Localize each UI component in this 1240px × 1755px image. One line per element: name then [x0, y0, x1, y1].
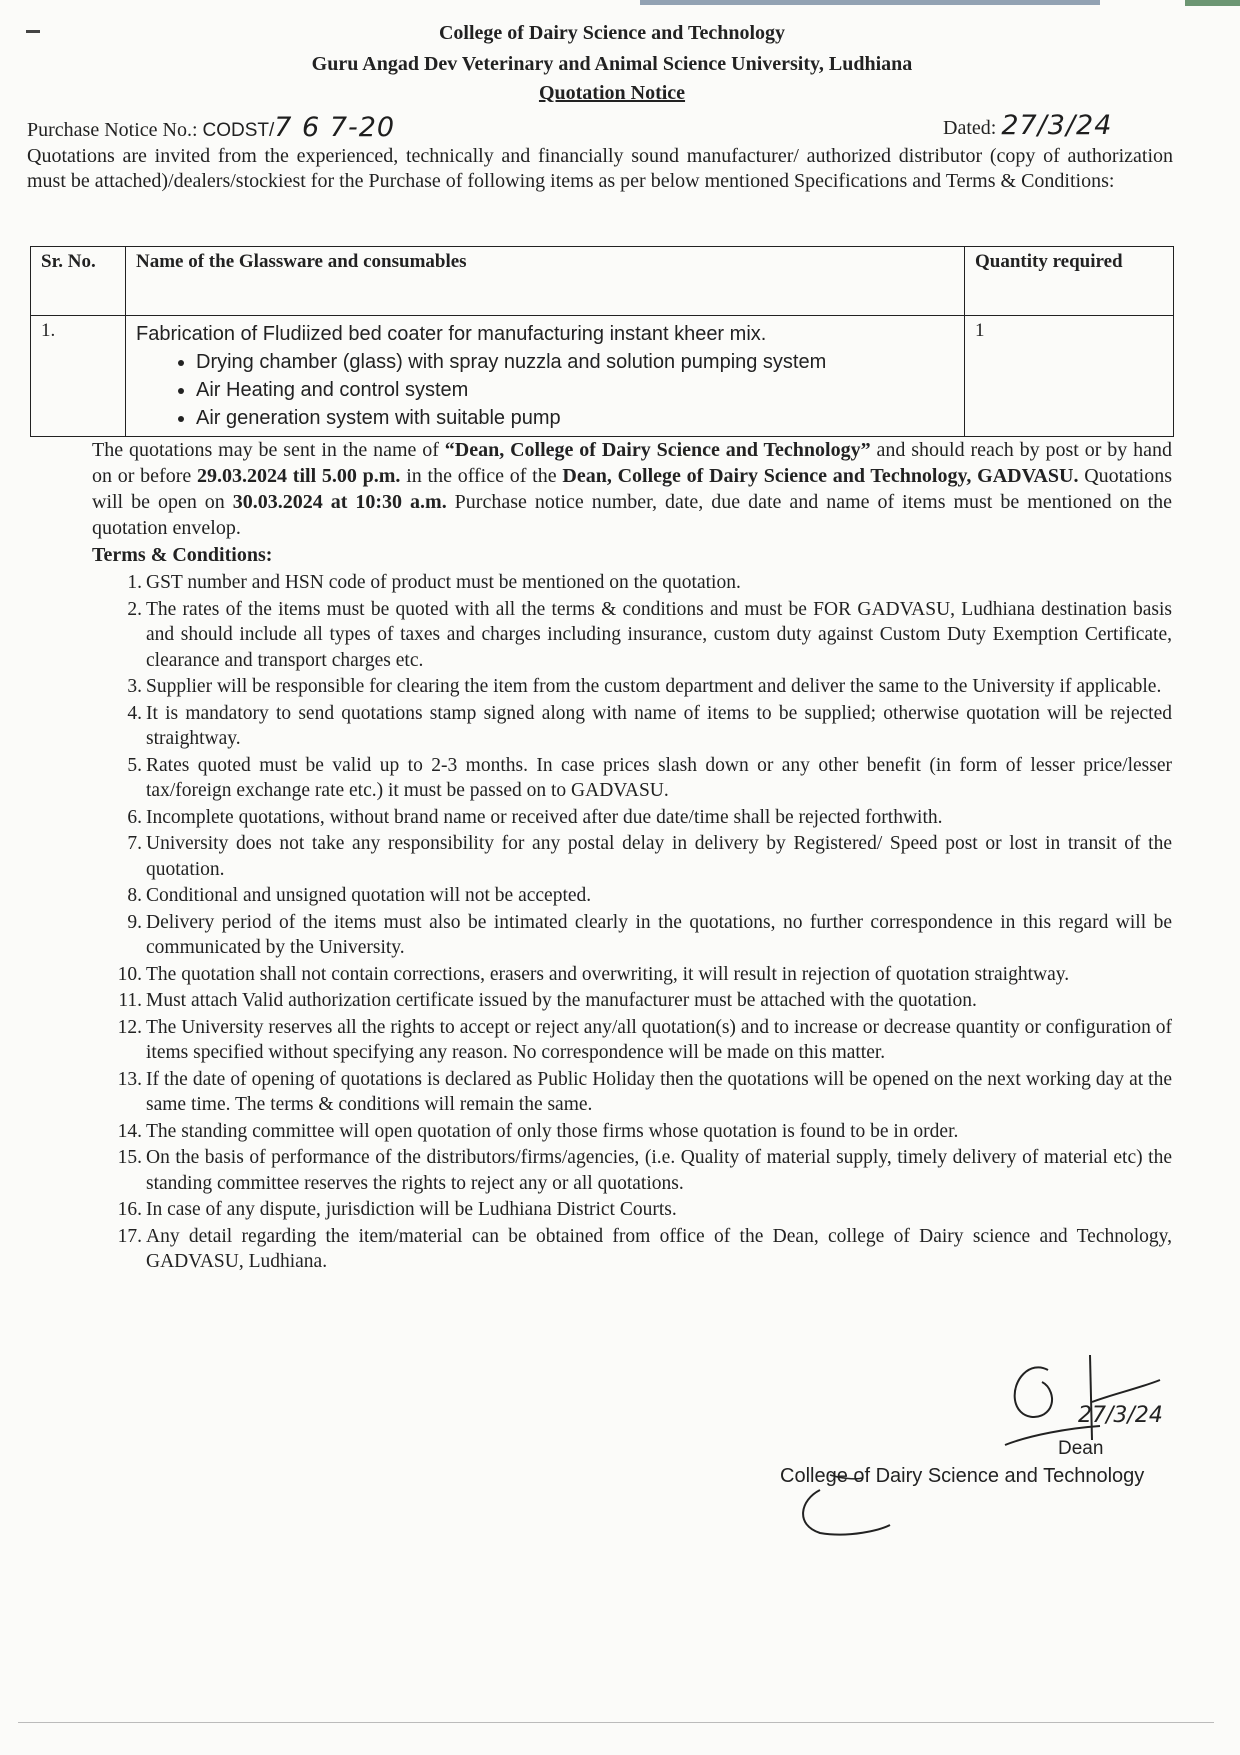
term-text: Delivery period of the items must also be intimated clearly in the quotations, no further correspondence in this regard will be communicated by the University. [146, 911, 1172, 958]
body-text: The quotations may be sent in the name of [92, 439, 445, 461]
term-item [112, 805, 1172, 831]
dated-label: Dated: [943, 117, 1002, 139]
term-text: The quotation shall not contain corrections, erasers and overwriting, it will result in rejection of quotation straightway. [146, 963, 1070, 985]
opening-date: 30.03.2024 at 10:30 a.m. [232, 491, 447, 513]
handwritten-date: 27/3/24 [1001, 110, 1113, 141]
item-spec-list [136, 348, 954, 432]
office-name: Dean, College of Dairy Science and Technology, GADVASU. [562, 465, 1079, 487]
term-text: GST number and HSN code of product must be mentioned on the quotation. [146, 572, 741, 593]
term-number: 16. [117, 1199, 142, 1220]
term-number: 3. [127, 676, 142, 697]
term-item [112, 1224, 1172, 1275]
term-item [112, 1067, 1172, 1118]
term-number: 14. [117, 1120, 142, 1142]
term-number: 1. [127, 572, 142, 593]
scan-bottom-edge [18, 1722, 1214, 1723]
term-number: 9. [127, 911, 142, 933]
term-item [112, 570, 1172, 596]
signature-block [780, 1350, 1180, 1540]
item-spec: • Air generation system with suitable pump [196, 404, 954, 432]
term-number: 5. [127, 754, 142, 776]
terms-title: Terms & Conditions: [92, 544, 273, 566]
term-text: Conditional and unsigned quotation will not be accepted. [146, 885, 592, 906]
item-name: Fabrication of Fludiized bed coater for manufacturing instant kheer mix. [136, 323, 767, 345]
term-text: Rates quoted must be valid up to 2-3 months. In case prices slash down or any other benefit (in form of lesser price/lesser tax/foreign exchange rate etc.) it must be passed on to GADVASU. [146, 754, 1172, 801]
items-table [30, 246, 1174, 437]
term-item [112, 1015, 1172, 1066]
signature-date: 27/3/24 [1078, 1403, 1163, 1428]
item-spec: • Drying chamber (glass) with spray nuzzla and solution pumping system [196, 348, 954, 376]
term-text: It is mandatory to send quotations stamp signed along with name of items to be supplied; otherwise quotation will be rejected straightway. [146, 702, 1172, 749]
term-number: 13. [117, 1068, 142, 1090]
term-text: The University reserves all the rights to accept or reject any/all quotation(s) and to increase or decrease quantity or configuration of items specified without specifying any reason. No correspondence will be made on this matter. [146, 1016, 1172, 1063]
terms-list [112, 570, 1172, 1276]
term-item [112, 831, 1172, 882]
scan-edge-mark-right [1185, 0, 1240, 6]
term-number: 7. [127, 833, 142, 854]
term-number: 12. [117, 1016, 142, 1038]
term-item [112, 753, 1172, 804]
body-text: and should reach by post or by hand on or before [92, 439, 1172, 487]
table-header-row [31, 247, 1174, 316]
term-item [112, 883, 1172, 909]
term-item [112, 701, 1172, 752]
term-number: 2. [127, 598, 142, 620]
term-text: If the date of opening of quotations is declared as Public Holiday then the quotations will be opened on the next working day at the same time. The terms & conditions will remain the same. [146, 1068, 1172, 1115]
term-text: The rates of the items must be quoted with all the terms & conditions and must be FOR GADVASU, Ludhiana destination basis and should include all types of taxes and charges including insurance, custom duty against Custom Duty Exemption Certificate, clearance and transport charges etc. [146, 598, 1172, 671]
term-number: 10. [117, 963, 142, 985]
term-text: University does not take any responsibility for any postal delay in delivery by Registered/ Speed post or lost in transit of the quotation. [146, 833, 1172, 880]
handwritten-signature [780, 1350, 1180, 1540]
notice-code: CODST/ [202, 120, 275, 141]
purchase-notice-number [27, 112, 395, 143]
term-number: 15. [117, 1147, 142, 1168]
body-text: in the office of the [400, 465, 563, 487]
term-number: 11. [118, 990, 142, 1011]
college-name: College of Dairy Science and Technology [438, 22, 786, 44]
term-text: Incomplete quotations, without brand name or received after due date/time shall be rejected forthwith. [146, 806, 943, 828]
row-sr-no: 1. [31, 316, 126, 437]
term-text: In case of any dispute, jurisdiction will be Ludhiana District Courts. [146, 1199, 677, 1220]
signatory-office: College of Dairy Science and Technology [780, 1465, 1145, 1487]
handwritten-notice-number: 7 6 7-20 [274, 112, 396, 143]
header-item-name: Name of the Glassware and consumables [126, 247, 965, 316]
term-item [112, 674, 1172, 700]
scan-edge-mark [640, 0, 1100, 5]
table-row [31, 316, 1174, 437]
term-item [112, 1119, 1172, 1145]
term-item [112, 988, 1172, 1014]
term-text: On the basis of performance of the distributors/firms/agencies, (i.e. Quality of material supply, timely delivery of material etc) the standing committee reserves the rights to reject any or all quotations. [146, 1147, 1172, 1194]
header-sr-no: Sr. No. [31, 247, 126, 316]
term-item [112, 1145, 1172, 1196]
body-text: Quotations will be open on [92, 465, 1173, 513]
signatory-title: Dean [1058, 1438, 1104, 1459]
notice-date [943, 110, 1112, 141]
intro-paragraph: Quotations are invited from the experienced, technically and financially sound manufacturer/ authorized distributor (copy of authorization must be attached)/dealers/stockiest for the Purchase of following items as per below mentioned Specifications and Terms & Conditions: [27, 145, 1173, 192]
document-title: Quotation Notice [538, 82, 686, 104]
term-text: The standing committee will open quotation of only those firms whose quotation is found to be in order. [146, 1120, 959, 1142]
term-item [112, 910, 1172, 961]
notice-prefix: Purchase Notice No.: [27, 119, 203, 141]
term-number: 4. [127, 702, 142, 724]
item-spec: • Air Heating and control system [196, 376, 954, 404]
addressee-name: “Dean, College of Dairy Science and Technology” [444, 439, 871, 461]
term-item [112, 597, 1172, 674]
term-number: 17. [117, 1225, 142, 1247]
submission-paragraph [92, 437, 1172, 541]
due-date: 29.03.2024 till 5.00 p.m. [197, 465, 401, 487]
term-text: Supplier will be responsible for clearing the item from the custom department and deliver the same to the University if applicable. [146, 676, 1162, 697]
term-item [112, 1197, 1172, 1223]
row-quantity: 1 [965, 316, 1174, 437]
row-item-description [126, 316, 965, 437]
term-number: 8. [127, 885, 142, 906]
term-item [112, 962, 1172, 988]
university-name: Guru Angad Dev Veterinary and Animal Science University, Ludhiana [311, 53, 913, 75]
term-number: 6. [127, 806, 142, 828]
term-text: Any detail regarding the item/material can be obtained from office of the Dean, college of Dairy science and Technology, GADVASU, Ludhiana. [146, 1225, 1172, 1272]
body-text: Purchase notice number, date, due date and name of items must be mentioned on the quotation envelop. [92, 491, 1173, 539]
header-quantity: Quantity required [965, 247, 1174, 316]
term-text: Must attach Valid authorization certificate issued by the manufacturer must be attached with the quotation. [146, 990, 977, 1011]
